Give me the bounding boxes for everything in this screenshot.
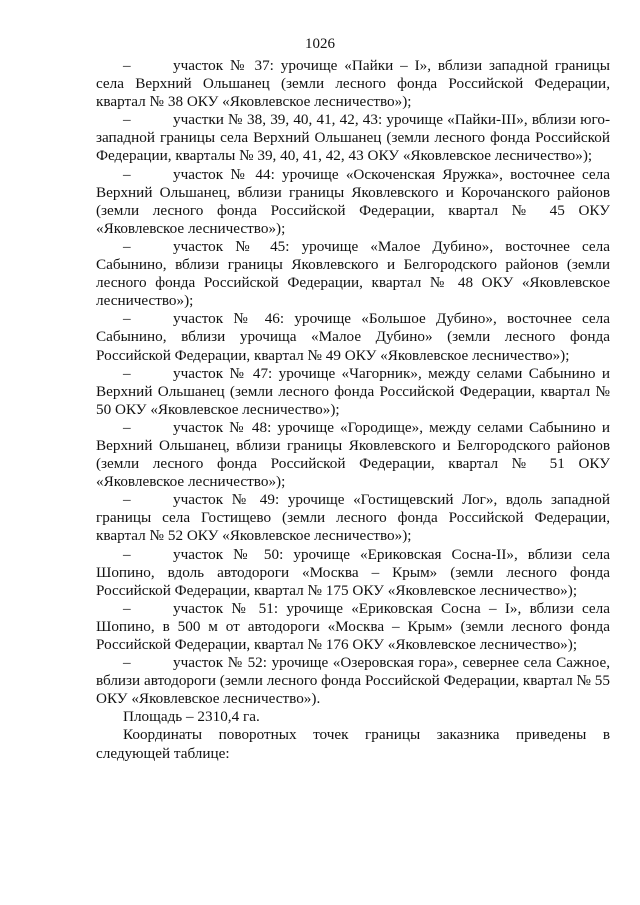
list-dash: – bbox=[123, 57, 131, 74]
list-dash: – bbox=[123, 237, 131, 255]
list-dash: – bbox=[123, 165, 131, 183]
list-item bbox=[96, 600, 610, 654]
list-dash: – bbox=[123, 599, 131, 617]
list-item-text: участок № 48: урочище «Городище», между селами Сабынино и Верхний Ольшанец, вблизи границы Яковлевского и Белгородского районов (земли лесного фонда Российской Федерации, квартал № 51 ОКУ «Яковлевское лесничество»); bbox=[96, 418, 610, 491]
list-item-text: участок № 47: урочище «Чагорник», между селами Сабынино и Верхний Ольшанец (земли лесного фонда Российской Федерации, квартал № 50 ОКУ «Яковлевское лесничество»); bbox=[96, 364, 610, 418]
list-item bbox=[96, 654, 610, 708]
list-item-text: участки № 38, 39, 40, 41, 42, 43: урочище «Пайки-III», вблизи юго-западной границы села Верхний Ольшанец (земли лесного фонда Российской Федерации, кварталы № 39, 40, 41, 42, 43 ОКУ «Яковлевское лесничество»); bbox=[96, 111, 610, 165]
list-item-text: участок № 37: урочище «Пайки – I», вблизи западной границы села Верхний Ольшанец (земли лесного фонда Российской Федерации, квартал № 38 ОКУ «Яковлевское лесничество»); bbox=[96, 57, 610, 111]
list-item bbox=[96, 111, 610, 165]
list-dash: – bbox=[123, 364, 131, 382]
plot-list bbox=[96, 57, 610, 708]
coordinates-paragraph: Координаты поворотных точек границы заказника приведены в следующей таблице: bbox=[96, 726, 610, 762]
list-item bbox=[96, 310, 610, 364]
list-item-text: участок № 46: урочище «Большое Дубино», восточнее села Сабынино, вблизи урочища «Малое Дубино» (земли лесного фонда Российской Федерации, квартал № 49 ОКУ «Яковлевское лесничество»); bbox=[96, 310, 610, 364]
list-item bbox=[96, 238, 610, 310]
page-number: 1026 bbox=[305, 36, 335, 52]
list-dash: – bbox=[123, 111, 131, 129]
list-item bbox=[96, 166, 610, 238]
list-dash: – bbox=[123, 545, 131, 563]
list-item-text: участок № 51: урочище «Ериковская Сосна – I», вблизи села Шопино, в 500 м от автодороги «Москва – Крым» (земли лесного фонда Российской Федерации, квартал № 176 ОКУ «Яковлевское лесничество»); bbox=[96, 599, 610, 653]
list-dash: – bbox=[123, 491, 131, 509]
list-item-text: участок № 52: урочище «Озеровская гора», севернее села Сажное, вблизи автодороги (земли лесного фонда Российской Федерации, квартал № 55 ОКУ «Яковлевское лесничество»). bbox=[96, 654, 610, 708]
list-item-text: участок № 45: урочище «Малое Дубино», восточнее села Сабынино, вблизи границы Яковлевского и Белгородского районов (земли лесного фонда Российской Федерации, квартал № 48 ОКУ «Яковлевское лесничество»); bbox=[96, 237, 610, 310]
list-item bbox=[96, 546, 610, 600]
list-dash: – bbox=[123, 654, 131, 672]
document-body bbox=[96, 57, 610, 763]
list-item bbox=[96, 419, 610, 491]
list-item bbox=[96, 57, 610, 111]
area-paragraph: Площадь – 2310,4 га. bbox=[123, 708, 260, 726]
list-dash: – bbox=[123, 310, 131, 328]
list-dash: – bbox=[123, 418, 131, 436]
list-item-text: участок № 44: урочище «Оскоченская Яружка», восточнее села Верхний Ольшанец, вблизи границы Яковлевского и Корочанского районов (земли лесного фонда Российской Федерации, квартал № 45 ОКУ «Яковлевское лесничество»); bbox=[96, 165, 610, 237]
list-item-text: участок № 49: урочище «Гостищевский Лог», вдоль западной границы села Гостищево (земли лесного фонда Российской Федерации, квартал № 52 ОКУ «Яковлевское лесничество»); bbox=[96, 491, 610, 545]
list-item bbox=[96, 491, 610, 545]
list-item bbox=[96, 365, 610, 419]
list-item-text: участок № 50: урочище «Ериковская Сосна-II», вблизи села Шопино, вдоль автодороги «Москва – Крым» (земли лесного фонда Российской Федерации, квартал № 175 ОКУ «Яковлевское лесничество»); bbox=[96, 545, 610, 599]
